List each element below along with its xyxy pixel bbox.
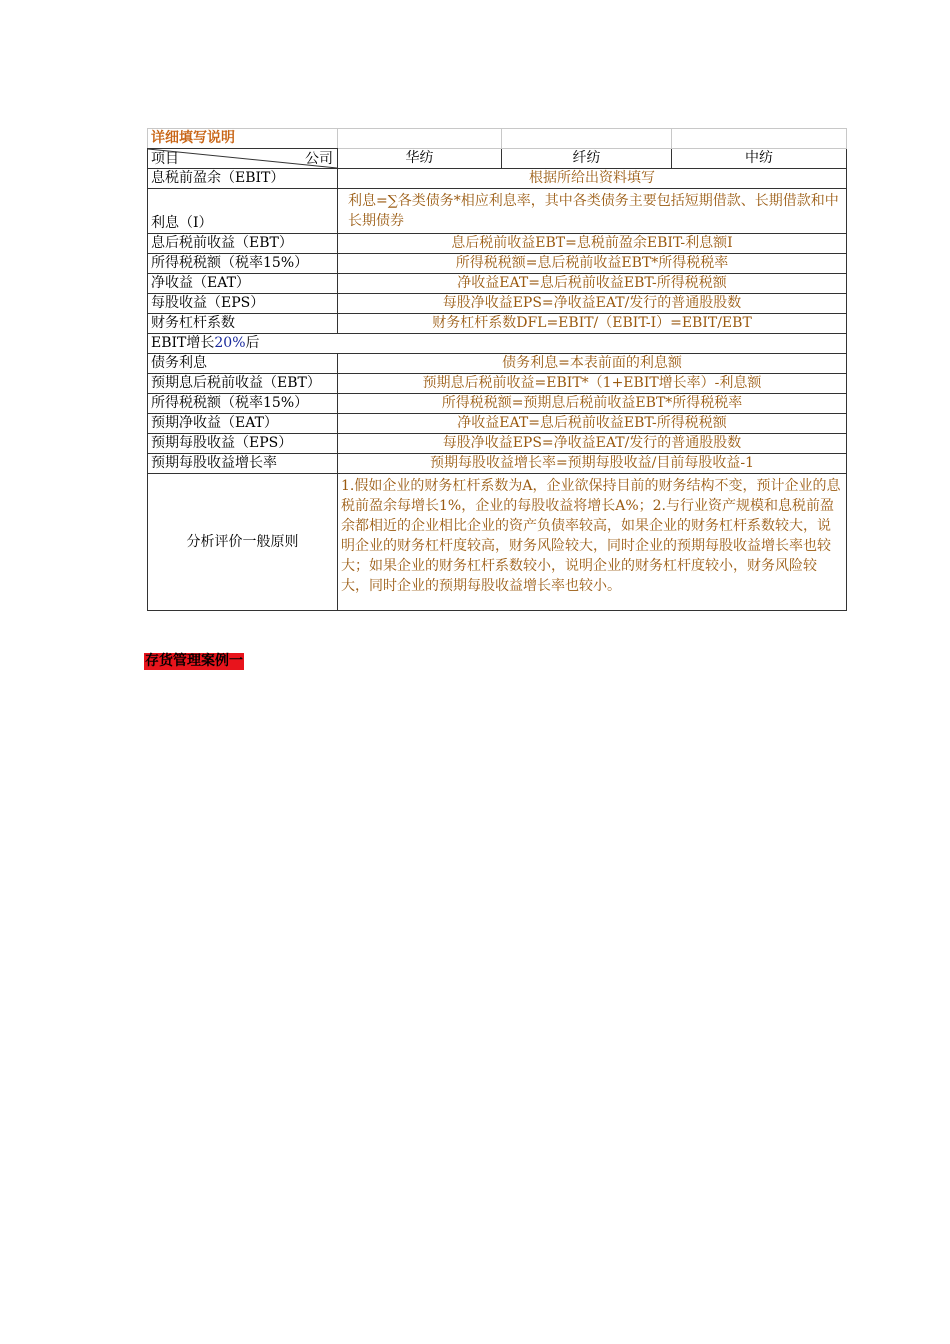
row-label: 所得税税额（税率15%）: [148, 254, 338, 274]
row-description: 净收益EAT=息后税前收益EBT-所得税税额: [338, 274, 847, 294]
row-description: 净收益EAT=息后税前收益EBT-所得税税额: [338, 414, 847, 434]
row-label: 预期每股收益增长率: [148, 454, 338, 474]
row-description: 预期每股收益增长率=预期每股收益/目前每股收益-1: [338, 454, 847, 474]
row-description: 预期息后税前收益=EBIT*（1+EBIT增长率）-利息额: [338, 374, 847, 394]
row-description: 所得税税额=预期息后税前收益EBT*所得税税率: [338, 394, 847, 414]
analysis-label: 分析评价一般原则: [148, 474, 338, 611]
instruction-table: [147, 128, 847, 611]
growth-row: EBIT增长20%后: [148, 334, 847, 354]
empty-cell: [502, 129, 672, 149]
company-header-1: 华纺: [338, 149, 502, 169]
header-diagonal-cell: [148, 149, 338, 169]
company-label: 公司: [305, 151, 333, 167]
item-label: 项目: [151, 151, 179, 167]
row-label: 利息（I）: [148, 189, 338, 234]
row-label: 财务杠杆系数: [148, 314, 338, 334]
row-description: 根据所给出资料填写: [338, 169, 847, 189]
section-heading: 存货管理案例一: [145, 653, 243, 669]
row-description: 所得税税额=息后税前收益EBT*所得税税率: [338, 254, 847, 274]
empty-cell: [338, 129, 502, 149]
analysis-text: 1.假如企业的财务杠杆系数为A，企业欲保持目前的财务结构不变，预计企业的息税前盈余每增长1%，企业的每股收益将增长A%；2.与行业资产规模和息税前盈余都相近的企业相比企业的资产负债率较高，如果企业的财务杠杆系数较大，说明企业的财务杠杆度较高，财务风险较大，同时企业的预期每股收益增长率也较大；如果企业的财务杠杆系数较小，说明企业的财务杠杆度较小，财务风险较大，同时企业的预期每股收益增长率也较小。: [338, 474, 847, 611]
row-label: 所得税税额（税率15%）: [148, 394, 338, 414]
growth-percent: 20%: [214, 335, 246, 351]
row-description: 每股净收益EPS=净收益EAT/发行的普通股股数: [338, 434, 847, 454]
row-description: 债务利息=本表前面的利息额: [338, 354, 847, 374]
row-label: 净收益（EAT）: [148, 274, 338, 294]
table-title: 详细填写说明: [148, 129, 338, 149]
company-header-2: 纤纺: [502, 149, 672, 169]
row-label: 息后税前收益（EBT）: [148, 234, 338, 254]
row-label: 债务利息: [148, 354, 338, 374]
row-description: 利息=∑各类债务*相应利息率，其中各类债务主要包括短期借款、长期借款和中长期债券: [338, 189, 847, 234]
row-label: 预期每股收益（EPS）: [148, 434, 338, 454]
row-label: 预期息后税前收益（EBT）: [148, 374, 338, 394]
row-description: 每股净收益EPS=净收益EAT/发行的普通股股数: [338, 294, 847, 314]
company-header-3: 中纺: [672, 149, 847, 169]
row-label: 每股收益（EPS）: [148, 294, 338, 314]
row-description: 息后税前收益EBT=息税前盈余EBIT-利息额I: [338, 234, 847, 254]
row-label: 息税前盈余（EBIT）: [148, 169, 338, 189]
row-description: 财务杠杆系数DFL=EBIT/（EBIT-I）=EBIT/EBT: [338, 314, 847, 334]
row-label: 预期净收益（EAT）: [148, 414, 338, 434]
empty-cell: [672, 129, 847, 149]
